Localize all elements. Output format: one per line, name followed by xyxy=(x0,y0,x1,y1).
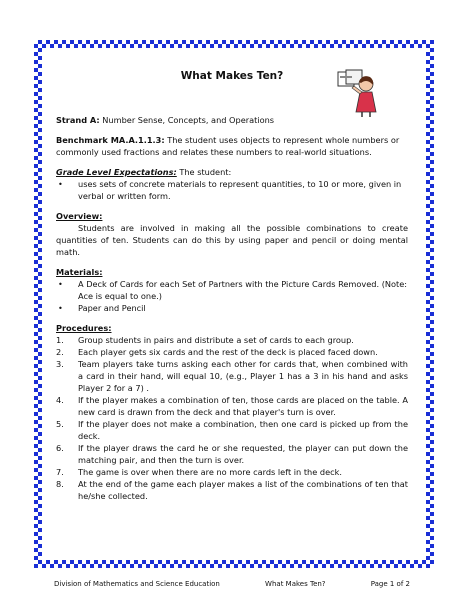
list-item xyxy=(56,442,408,466)
materials-label: Materials: xyxy=(56,267,103,277)
step-number: 2. xyxy=(56,347,64,357)
step-number: 7. xyxy=(56,467,64,477)
list-item xyxy=(56,466,408,478)
step-text: If the player does not make a combination, then one card is picked up from the deck. xyxy=(78,419,408,441)
strand-label: Strand A: xyxy=(56,115,100,125)
procedures-section xyxy=(56,322,408,502)
list-item: • uses sets of concrete materials to represent quantities, to 10 or more, given in verbal or written form. xyxy=(56,178,408,202)
list-item xyxy=(56,394,408,418)
step-number: 5. xyxy=(56,419,64,429)
grade-bullet-list xyxy=(56,178,408,202)
list-item: • Paper and Pencil xyxy=(56,302,408,314)
step-number: 4. xyxy=(56,395,64,405)
list-item xyxy=(56,478,408,502)
benchmark-text: The student uses objects to represent whole numbers or commonly used fractions and relates these numbers to real-world situations. xyxy=(56,135,400,157)
footer-page-number: Page 1 of 2 xyxy=(370,580,410,588)
step-number: 6. xyxy=(56,443,64,453)
materials-list xyxy=(56,278,408,314)
list-item xyxy=(56,418,408,442)
footer-title: What Makes Ten? xyxy=(265,580,326,588)
grade-expectations-section xyxy=(56,166,408,202)
step-text: If the player makes a combination of ten, those cards are placed on the table. A new card is drawn from the deck and that player's turn is over. xyxy=(78,395,408,417)
strand-text: Number Sense, Concepts, and Operations xyxy=(99,115,275,125)
grade-label: Grade Level Expectations: xyxy=(56,167,177,177)
step-number: 3. xyxy=(56,359,64,369)
benchmark-label: Benchmark MA.A.1.1.3: xyxy=(56,135,165,145)
page-footer xyxy=(54,580,410,588)
overview-label: Overview: xyxy=(56,211,103,221)
benchmark-section xyxy=(56,134,408,158)
step-text: Team players take turns asking each other for cards that, when combined with a card in their hand, will equal 10, (e.g., Player 1 has a 3 in his hand and asks Player 2 for a 7) . xyxy=(78,359,408,393)
overview-text: Students are involved in making all the possible combinations to create quantities of ten. Students can do this by using paper and pencil or doing mental math. xyxy=(56,223,408,257)
step-text: Each player gets six cards and the rest of the deck is placed faced down. xyxy=(78,347,378,357)
page-title: What Makes Ten? xyxy=(180,70,284,82)
step-number: 1. xyxy=(56,335,64,345)
list-item xyxy=(56,346,408,358)
procedures-list xyxy=(56,334,408,502)
teacher-clipart-icon xyxy=(332,68,382,118)
grade-text: The student: xyxy=(176,167,232,177)
list-item xyxy=(56,334,408,346)
procedures-label: Procedures: xyxy=(56,323,112,333)
step-number: 8. xyxy=(56,479,64,489)
list-item xyxy=(56,358,408,394)
strand-section xyxy=(56,114,408,126)
materials-section xyxy=(56,266,408,314)
overview-section xyxy=(56,210,408,258)
list-item: • A Deck of Cards for each Set of Partners with the Picture Cards Removed. (Note: Ace is equal to one.) xyxy=(56,278,408,302)
worksheet-body xyxy=(56,114,408,510)
step-text: The game is over when there are no more cards left in the deck. xyxy=(78,467,342,477)
step-text: At the end of the game each player makes a list of the combinations of ten that he/she collected. xyxy=(78,479,408,501)
step-text: If the player draws the card he or she requested, the player can put down the matching pair, and then the turn is over. xyxy=(78,443,408,465)
footer-division: Division of Mathematics and Science Education xyxy=(54,580,220,588)
step-text: Group students in pairs and distribute a set of cards to each group. xyxy=(78,335,354,345)
